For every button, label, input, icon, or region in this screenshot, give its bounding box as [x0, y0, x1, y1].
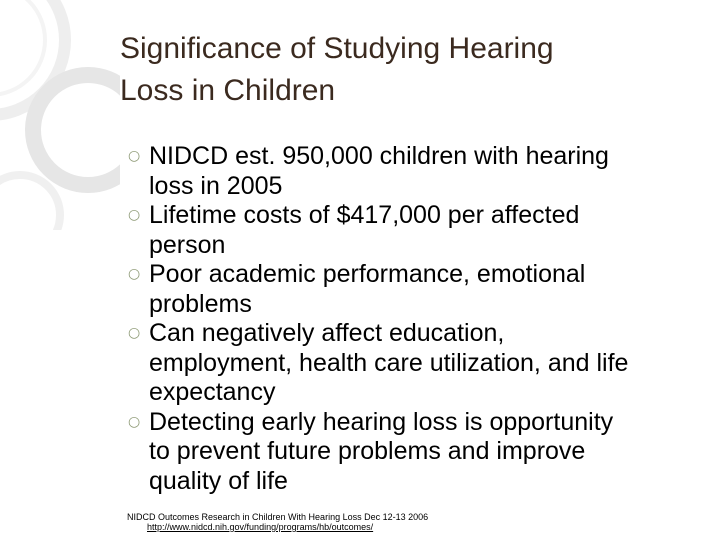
footnote-citation: NIDCD Outcomes Research in Children With Hearing Loss Dec 12-13 2006 — [127, 512, 429, 522]
hollow-circle-bullet-icon: ○ — [128, 148, 141, 164]
bullet-text-line: person — [149, 230, 226, 259]
deco-ring-small — [0, 175, 60, 230]
footnote-url-link[interactable]: http://www.nidcd.nih.gov/funding/programs/hb/outcomes/ — [147, 522, 374, 532]
deco-ring-large — [0, 0, 65, 115]
bullet-text-line: NIDCD est. 950,000 children with hearing — [149, 142, 609, 170]
deco-ring-medium — [33, 75, 120, 185]
hollow-circle-bullet-icon: ○ — [128, 325, 141, 341]
bullet-text-line: to prevent future problems and improve — [149, 437, 586, 465]
hollow-circle-bullet-icon: ○ — [128, 266, 141, 282]
bullet-text-line: problems — [149, 289, 252, 318]
bullet-text-line: loss in 2005 — [149, 171, 283, 200]
bullet-text-line: Lifetime costs of $417,000 per affected — [149, 201, 580, 229]
bullet-text-line: employment, health care utilization, and life — [149, 348, 629, 377]
slide-title-line-1: Significance of Studying Hearing — [120, 32, 554, 65]
hollow-circle-bullet-icon: ○ — [128, 207, 141, 223]
bullet-item — [128, 142, 708, 201]
bullet-text-line: expectancy — [149, 378, 276, 406]
bullet-text-line: Detecting early hearing loss is opportunity — [149, 407, 614, 436]
bullet-item — [128, 319, 708, 408]
decorative-circles — [0, 0, 120, 230]
bullet-text-line: quality of life — [149, 466, 288, 495]
hollow-circle-bullet-icon: ○ — [128, 413, 141, 430]
bullet-text-line: Can negatively affect education, — [149, 319, 505, 347]
bullet-item — [128, 408, 708, 497]
deco-ring-inner — [0, 0, 45, 95]
slide-title-line-2: Loss in Children — [120, 74, 336, 107]
bullet-list — [128, 142, 708, 496]
bullet-item — [128, 201, 708, 260]
bullet-text-line: Poor academic performance, emotional — [149, 260, 586, 288]
bullet-item — [128, 260, 708, 319]
footnote — [127, 512, 687, 532]
slide-title — [120, 28, 680, 112]
